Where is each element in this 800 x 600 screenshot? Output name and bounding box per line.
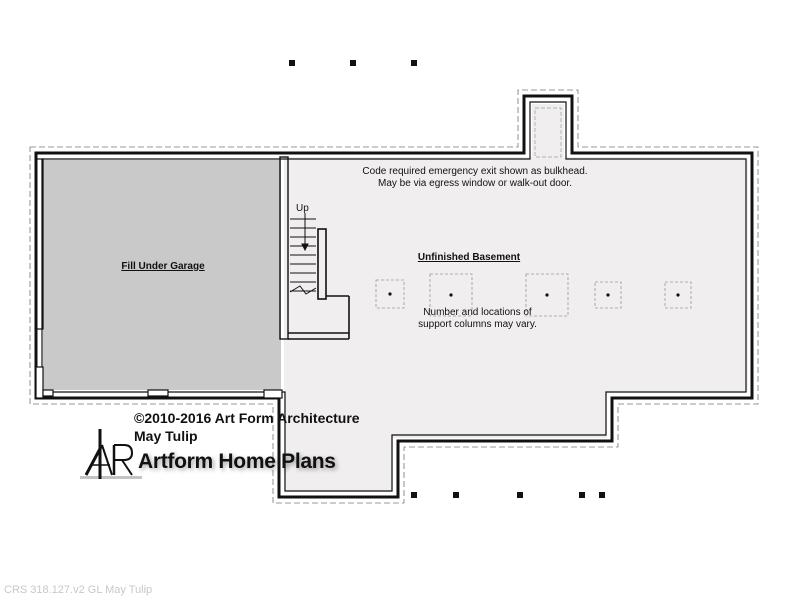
- plan-code: CRS 318.127.v2 GL May Tulip: [4, 584, 153, 596]
- emergency-exit-note: [330, 166, 620, 190]
- bulkhead-floor: [532, 104, 564, 157]
- support-columns-note: [395, 307, 560, 331]
- garage-pad-left: [43, 390, 53, 396]
- emergency-exit-note-line2: May be via egress window or walk-out door.: [378, 178, 572, 189]
- support-columns-note-line1: Number and locations of: [423, 307, 532, 318]
- ar-monogram-icon: [80, 425, 142, 481]
- garage-fill-area: [43, 160, 281, 390]
- plan-name: May Tulip: [134, 428, 198, 444]
- emergency-exit-note-line1: Code required emergency exit shown as bulkhead.: [362, 166, 588, 177]
- garage-pad-mid: [148, 390, 168, 396]
- garage-pad-right: [264, 390, 282, 398]
- copyright-text: ©2010-2016 Art Form Architecture: [134, 410, 360, 426]
- garage-room-label: Fill Under Garage: [121, 261, 205, 272]
- company-name: Artform Home Plans: [138, 450, 336, 473]
- support-columns-note-line2: support columns may vary.: [418, 319, 537, 330]
- garage-pier-left: [36, 367, 43, 398]
- basement-room-label: Unfinished Basement: [417, 252, 521, 263]
- stair-up-label: Up: [296, 203, 309, 214]
